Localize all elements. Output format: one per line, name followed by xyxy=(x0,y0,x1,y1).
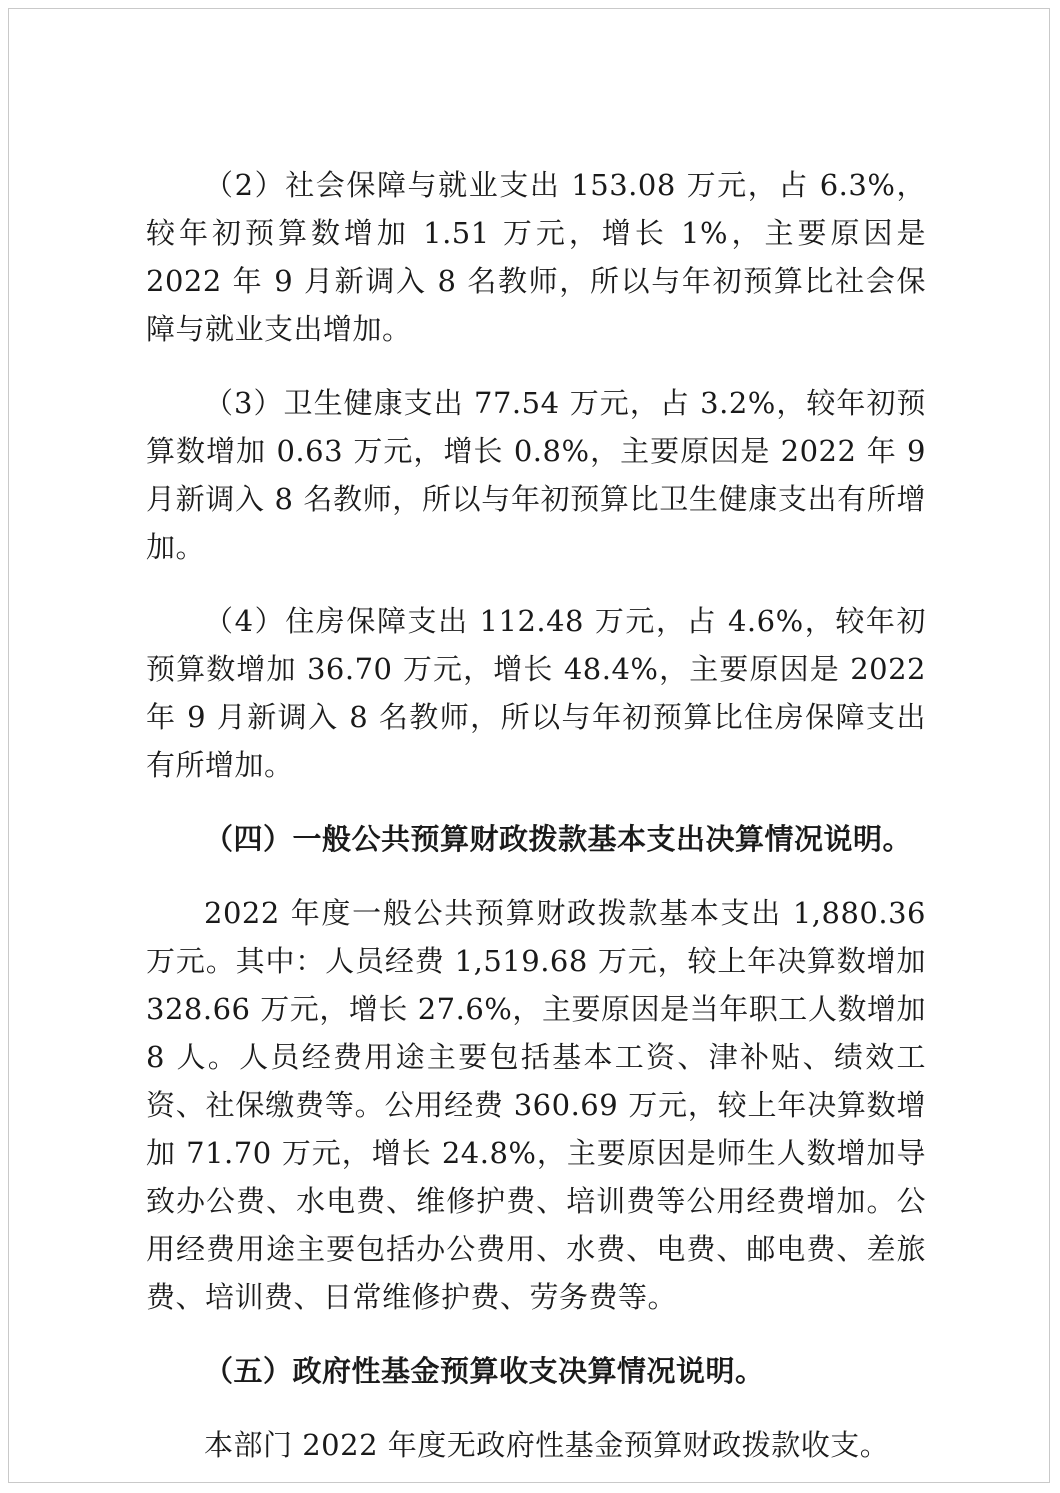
section-heading-basic-expenditure: （四）一般公共预算财政拨款基本支出决算情况说明。 xyxy=(204,822,913,856)
paragraph-housing-expenditure: （4）住房保障支出 112.48 万元，占 4.6%，较年初预算数增加 36.70 万元，增长 48.4%，主要原因是 2022 年 9 月新调入 8 名教师，所以与年初预算比住房保障支出有所增加。 xyxy=(146,604,926,782)
paragraph-basic-expenditure: 2022 年度一般公共预算财政拨款基本支出 1,880.36 万元。其中：人员经费 1,519.68 万元，较上年决算数增加 328.66 万元，增长 27.6%，主要原因是当年职工人数增加 8 人。人员经费用途主要包括基本工资、津补贴、绩效工资、社保缴费等。公用经费 360.69 万元，较上年决算数增加 71.70 万元，增长 24.8%，主要原因是师生人数增加导致办公费、水电费、维修护费、培训费等公用经费增加。公用经费用途主要包括办公费用、水费、电费、邮电费、差旅费、培训费、日常维修护费、劳务费等。 xyxy=(146,896,926,1314)
paragraph-health-expenditure: （3）卫生健康支出 77.54 万元，占 3.2%，较年初预算数增加 0.63 万元，增长 0.8%，主要原因是 2022 年 9 月新调入 8 名教师，所以与年初预算比卫生健康支出有所增加。 xyxy=(146,386,926,564)
section-heading-government-fund: （五）政府性基金预算收支决算情况说明。 xyxy=(204,1354,765,1388)
document-body xyxy=(146,161,926,1469)
paragraph-government-fund: 本部门 2022 年度无政府性基金预算财政拨款收支。 xyxy=(204,1428,890,1462)
paragraph-social-security-expenditure: （2）社会保障与就业支出 153.08 万元，占 6.3%，较年初预算数增加 1.51 万元，增长 1%，主要原因是 2022 年 9 月新调入 8 名教师，所以与年初预算比社会保障与就业支出增加。 xyxy=(146,168,926,346)
document-page xyxy=(8,8,1050,1483)
